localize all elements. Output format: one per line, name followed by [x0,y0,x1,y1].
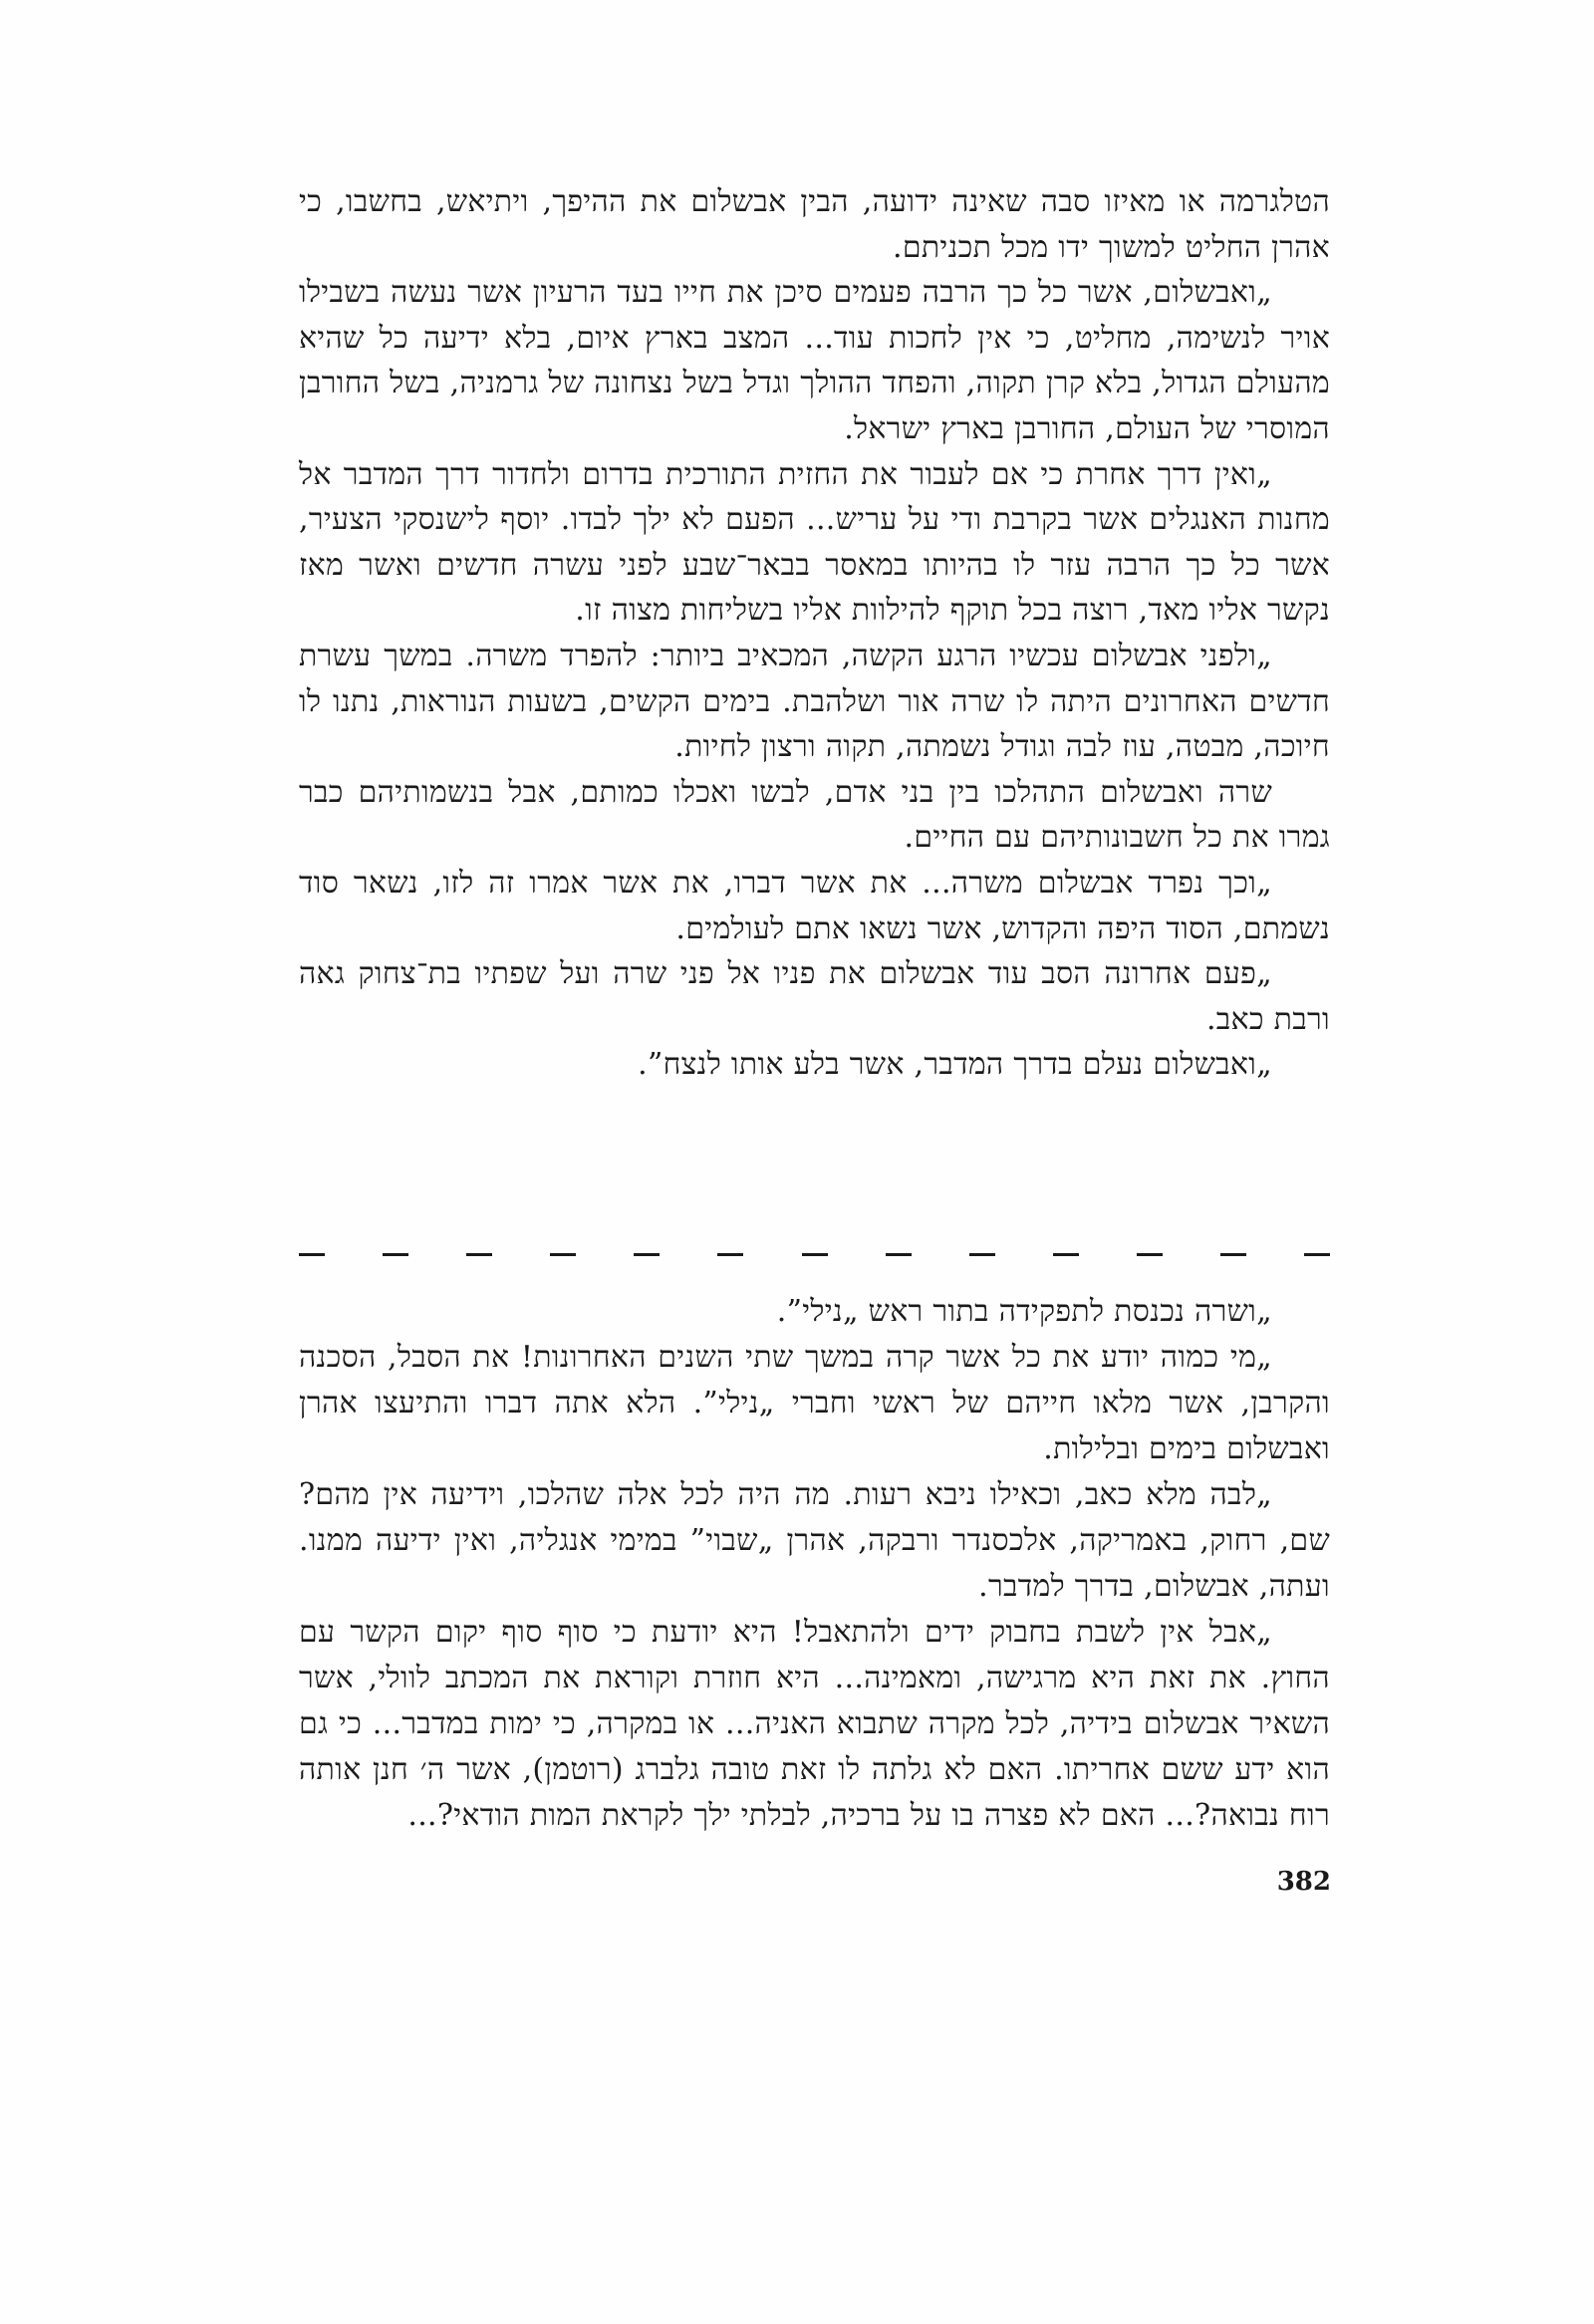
divider-dash [717,1253,743,1256]
paragraph: „וכך נפרד אבשלום משרה... את אשר דברו, את אשר אמרו זה לזו, נשאר סוד נשמתם, הסוד היפה והקדוש, אשר נשאו אתם לעולמים. [299,865,1330,946]
divider-dash [383,1253,408,1256]
divider-dash [1137,1253,1163,1256]
divider-dash [466,1253,492,1256]
text-block-top [299,179,1330,1088]
paragraph-continuation: הטלגרמה או מאיזו סבה שאינה ידועה, הבין אבשלום את ההיפך, ויתיאש, בחשבו, כי אהרן החליט למשוך ידו מכל תכניתם. [299,184,1330,265]
page-number: 382 [1276,1867,1331,1897]
divider-dash [886,1253,912,1256]
paragraph: „ואין דרך אחרת כי אם לעבור את החזית התורכית בדרום ולחדור דרך המדבר אל מחנות האנגלים אשר בקרבת ודי על עריש... הפעם לא ילך לבדו. יוסף לישנסקי הצעיר, אשר כל כך הרבה עזר לו בהיותו במאסר בבאר־שבע לפני עשרה חדשים ואשר מאז נקשר אליו מאד, רוצה בכל תוקף להילוות אליו בשליחות מצוה זו. [299,456,1330,629]
divider-dash [969,1253,995,1256]
paragraph: שרה ואבשלום התהלכו בין בני אדם, לבשו ואכלו כמותם, אבל בנשמותיהם כבר גמרו את כל חשבונותיהם עם החיים. [299,774,1330,856]
paragraph: „מי כמוה יודע את כל אשר קרה במשך שתי השנים האחרונות! את הסבל, הסכנה והקרבן, אשר מלאו חייהם של ראשי וחברי „נילי”. הלא אתה דברו והתיעצו אהרן ואבשלום בימים ובלילות. [299,1340,1330,1466]
divider-dash [634,1253,660,1256]
divider-dash [1304,1253,1330,1256]
text-block-bottom [299,1289,1330,1839]
divider-dash [1220,1253,1246,1256]
divider-dash [550,1253,576,1256]
divider-dash [1053,1253,1079,1256]
divider-dash [299,1253,325,1256]
paragraph: „ואבשלום נעלם בדרך המדבר, אשר בלע אותו לנצח”. [638,1047,1272,1083]
paragraph: „פעם אחרונה הסב עוד אבשלום את פניו אל פני שרה ועל שפתיו בת־צחוק גאה ורבת כאב. [299,956,1330,1037]
paragraph: „ולפני אבשלום עכשיו הרגע הקשה, המכאיב ביותר: להפרד משרה. במשך עשרת חדשים האחרונים היתה לו שרה אור ושלהבת. בימים הקשים, בשעות הנוראות, נתנו לו חיוכה, מבטה, עוז לבה וגודל נשמתה, תקוה ורצון לחיות. [299,638,1330,765]
paragraph: „ואבשלום, אשר כל כך הרבה פעמים סיכן את חייו בעד הרעיון אשר נעשה בשבילו אויר לנשימה, מחליט, כי אין לחכות עוד... המצב בארץ איום, בלא ידיעה כל שהיא מהעולם הגדול, בלא קרן תקוה, והפחד ההולך וגדל בשל נצחונה של גרמניה, בשל החורבן המוסרי של העולם, החורבן בארץ ישראל. [299,275,1330,446]
paragraph: „לבה מלא כאב, וכאילו ניבא רעות. מה היה לכל אלה שהלכו, וידיעה אין מהם? שם, רחוק, באמריקה, אלכסנדר ורבקה, אהרן „שבוי” במימי אנגליה, ואין ידיעה ממנו. ועתה, אבשלום, בדרך למדבר. [299,1477,1330,1604]
section-divider [299,1253,1330,1261]
paragraph: „אבל אין לשבת בחבוק ידים ולהתאבל! היא יודעת כי סוף סוף יקום הקשר עם החוץ. את זאת היא מרגישה, ומאמינה... היא חוזרת וקוראת את המכתב לוולי, אשר השאיר אבשלום בידיה, לכל מקרה שתבוא האניה... או במקרה, כי ימות במדבר... כי גם הוא ידע ששם אחריתו. האם לא גלתה לו זאת טובה גלברג (רוטמן), אשר ה׳ חנן אותה רוח נבואה?... האם לא פצרה בו על ברכיה, לבלתי ילך לקראת המות הודאי?... [299,1615,1330,1833]
divider-dash [802,1253,828,1256]
paragraph: „ושרה נכנסת לתפקידה בתור ראש „נילי”. [776,1294,1272,1329]
